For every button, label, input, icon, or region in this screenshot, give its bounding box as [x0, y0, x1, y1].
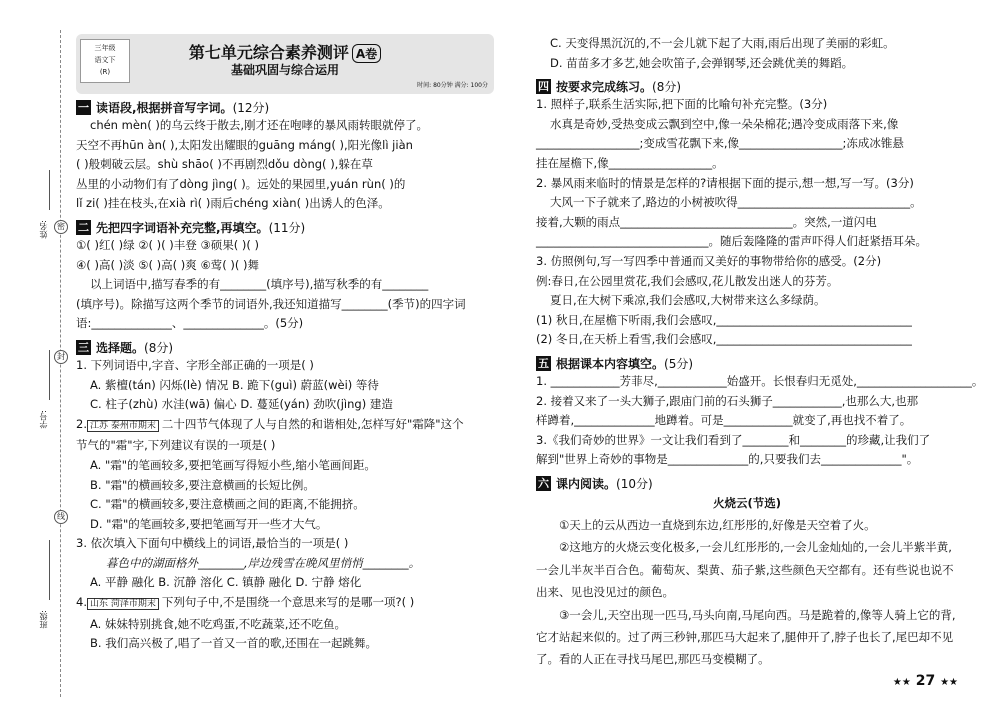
section-title: 课内阅读。	[556, 476, 617, 491]
id-blank[interactable]	[49, 350, 50, 400]
q-line[interactable]: 挂在屋檐下,像__________________。	[536, 155, 724, 170]
section-number: 一	[78, 101, 89, 114]
section-6-header	[536, 475, 958, 492]
q3-sentence: 暮色中的湖面格外________,岸边残雪在晚风里悄悄________。	[106, 555, 421, 570]
unit-title	[76, 40, 494, 63]
class-label: 班级:	[39, 610, 48, 629]
section-points: (12分)	[232, 101, 270, 115]
question-1[interactable]: 1. 下列词语中,字音、字形全部正确的一项是( )	[76, 357, 314, 372]
option-line[interactable]: C. 天变得黑沉沉的,不一会儿就下起了大雨,雨后出现了美丽的彩虹。	[550, 36, 895, 50]
name-blank[interactable]	[49, 170, 50, 210]
option-line[interactable]: B. 我们高兴极了,唱了一首又一首的歌,还围在一起跳舞。	[90, 636, 378, 651]
q-number: 2.	[76, 416, 87, 431]
option-line[interactable]: B. "霜"的横画较多,要注意横画的长短比例。	[90, 477, 315, 492]
question-3[interactable]: 3. 仿照例句,写一写四季中普通而又美好的事物带给你的感受。(2分)	[536, 253, 882, 268]
q-line[interactable]: 大风一下子就来了,路边的小树被吹得______________________________。	[550, 195, 922, 210]
answer-line[interactable]: (1) 秋日,在屋檐下听雨,我们会感叹,__________________________________	[536, 312, 912, 327]
page-number-text: 27	[915, 673, 936, 689]
section-2-header	[76, 219, 494, 236]
q-line[interactable]: ④( )高( )淡 ⑤( )高( )爽 ⑥莺( )( )舞	[76, 257, 260, 272]
question-3[interactable]: 3. 依次填入下面句中横线上的词语,最恰当的一项是( )	[76, 536, 349, 551]
q-line[interactable]: 语:______________、______________。(5分)	[76, 316, 304, 331]
option-line[interactable]: A. 妹妹特别挑食,她不吃鸡蛋,不吃蔬菜,还不吃鱼。	[90, 616, 346, 631]
q-line[interactable]: ①( )红( )绿 ②( )( )丰登 ③硕果( )( )	[76, 237, 260, 252]
q-text: 下列句子中,不是围绕一个意思来写的是哪一项?( )	[161, 595, 415, 610]
q-line[interactable]: ______________________________。随后轰隆隆的雷声吓得人们赶紧捂耳朵。	[536, 234, 927, 249]
q-line[interactable]: 接着,大颗的雨点______________________________。突然,一道闪电	[536, 214, 877, 229]
option-line[interactable]: A. 紫檀(tán) 闪烁(lè) 情况 B. 跪下(guì) 蔚蓝(wèi) 等待	[90, 377, 379, 392]
section-3-header	[76, 339, 494, 356]
id-label: 学号:	[39, 410, 48, 429]
passage-title: 火烧云(节选)	[712, 495, 781, 510]
seal-mark-2: 封	[54, 350, 68, 364]
left-content	[76, 34, 494, 654]
q-line[interactable]: 1. ____________芳菲尽,____________始盛开。长恨春归无觅处,____________________。	[536, 373, 984, 388]
section-points: (10分)	[616, 476, 653, 491]
q-line[interactable]: 丛里的小动物们有了dòng jìng( )。远处的果园里,yuán rùn( )的	[76, 176, 406, 191]
seal-mark-3: 线	[54, 510, 68, 524]
q-line[interactable]: 样蹲着,______________地蹲着。可是____________就变了,再也找不着了。	[536, 413, 912, 428]
star-icon: ★★	[892, 677, 911, 688]
section-title: 按要求完成练习。	[556, 80, 653, 95]
star-icon: ★★	[940, 677, 958, 688]
right-content	[536, 34, 984, 671]
q-line[interactable]: chén mèn( )的乌云终于散去,刚才还在咆哮的暴风雨转眼就停了。	[90, 118, 428, 132]
q-line[interactable]: 2. 接着又来了一头大狮子,跟庙门前的石头狮子____________,也那么大,也那	[536, 393, 919, 408]
subject-text: 语文下	[94, 56, 116, 64]
option-line[interactable]: D. "霜"的笔画较多,要把笔画写开一些才大气。	[90, 516, 328, 531]
name-label: 姓名:	[39, 220, 48, 239]
section-points: (5分)	[664, 356, 694, 371]
q-line[interactable]: __________________;变成雪花飘下来,像__________________;冻成冰锥悬	[536, 136, 904, 151]
binding-margin	[0, 30, 68, 697]
option-line[interactable]: A. 平静 融化 B. 沉静 溶化 C. 镇静 融化 D. 宁静 熔化	[90, 575, 362, 590]
q-line[interactable]: 节气的"霜"字,下列建议有误的一项是( )	[76, 438, 276, 453]
section-5-header	[536, 355, 958, 372]
question-2[interactable]: 2. 暴风雨来临时的情景是怎样的?请根据下面的提示,想一想,写一写。(3分)	[536, 175, 914, 190]
q-line[interactable]: 天空不再hūn àn( ),太阳发出耀眼的guāng máng( ),阳光像lì jiàn	[76, 137, 413, 152]
right-page	[500, 0, 1000, 707]
section-title: 根据课本内容填空。	[556, 356, 665, 371]
test-header	[76, 34, 494, 94]
section-number: 五	[538, 356, 549, 370]
q-number: 4.	[76, 595, 87, 610]
title-text: 第七单元综合素养测评	[188, 43, 349, 62]
subtitle: 基础巩固与综合运用	[230, 63, 339, 77]
section-points: (11分)	[268, 220, 306, 235]
question-4[interactable]	[76, 593, 494, 615]
section-title: 读语段,根据拼音写字词。	[96, 101, 233, 115]
source-tag: 山东 菏泽市期末	[87, 598, 159, 610]
section-points: (8分)	[144, 340, 174, 355]
seal-mark-1: 密	[54, 220, 68, 234]
section-title: 选择题。	[96, 340, 145, 355]
option-line[interactable]: D. 苗苗多才多艺,她会吹笛子,会弹钢琴,还会跳优美的舞蹈。	[550, 55, 854, 70]
example-line: 例:春日,在公园里赏花,我们会感叹,花儿散发出迷人的芬芳。	[536, 273, 839, 288]
option-line[interactable]: C. 柱子(zhù) 水洼(wā) 偏心 D. 蔓延(yán) 劲吹(jìng) 建造	[90, 397, 393, 412]
q-line[interactable]: 解到"世界上奇妙的事物是______________的,只要我们去______________"。	[536, 452, 919, 467]
q-line[interactable]: lǐ zi( )挂在枝头,在xià rì( )雨后chéng xiàn( )出诱人的色泽。	[76, 196, 390, 211]
grade-text: 三年级	[94, 44, 116, 52]
passage-paragraph: ③一会儿,天空出现一匹马,马头向南,马尾向西。马是跪着的,像等人骑上它的背,它才站起来似的。过了两三秒钟,那匹马大起来了,腿伸开了,脖子也长了,尾巴却不见了。看的人正在寻找马尾巴,那匹马变模糊了。	[536, 607, 956, 667]
section-4-header	[536, 78, 958, 95]
section-points: (8分)	[652, 80, 682, 95]
question-2[interactable]	[76, 415, 494, 437]
q-text: 二十四节气体现了人与自然的和谐相处,怎样写好"霜降"这个	[161, 416, 464, 431]
section-number: 二	[78, 220, 89, 234]
source-tag: 江苏 泰州市期末	[87, 420, 159, 432]
section-title: 先把四字词语补充完整,再填空。	[96, 220, 269, 235]
example-line: 夏日,在大树下乘凉,我们会感叹,大树带来这么多绿荫。	[550, 293, 826, 308]
passage-paragraph: ①天上的云从西边一直烧到东边,红彤彤的,好像是天空着了火。	[559, 517, 876, 532]
version-badge: A卷	[352, 44, 381, 63]
section-number: 三	[78, 340, 89, 354]
q-line[interactable]: 3.《我们奇妙的世界》一文让我们看到了________和________的珍藏,让我们了	[536, 432, 931, 447]
answer-line[interactable]: (2) 冬日,在天桥上看雪,我们会感叹,__________________________________	[536, 332, 912, 347]
passage-paragraph: ②这地方的火烧云变化极多,一会儿红彤彤的,一会儿金灿灿的,一会儿半紫半黄,一会儿半灰半百合色。葡萄灰、梨黄、茄子紫,这些颜色天空都有。还有些说也说不出来、见也没见过的颜色。	[536, 540, 954, 600]
edition-text: (R)	[99, 68, 111, 76]
option-line[interactable]: A. "霜"的笔画较多,要把笔画写得短小些,缩小笔画间距。	[90, 457, 376, 472]
page-number	[893, 673, 958, 689]
q-line[interactable]: 水真是奇妙,受热变成云飘到空中,像一朵朵棉花;遇冷变成雨落下来,像	[550, 116, 899, 131]
class-blank[interactable]	[49, 540, 50, 600]
question-1[interactable]: 1. 照样子,联系生活实际,把下面的比喻句补充完整。(3分)	[536, 97, 828, 112]
time-info: 时间: 80分钟 满分: 100分	[417, 82, 488, 89]
q-line[interactable]: 以上词语中,描写春季的有________(填序号),描写秋季的有________	[90, 277, 429, 292]
section-number: 四	[538, 80, 549, 94]
q-line[interactable]: ( )般刺破云层。shù shāo( )不再剧烈dǒu dòng( ),躲在草	[76, 157, 373, 172]
section-number: 六	[538, 476, 549, 490]
q-line[interactable]: (填序号)。除描写这两个季节的词语外,我还知道描写________(季节)的四字词	[76, 296, 466, 311]
option-line[interactable]: C. "霜"的横画较多,要注意横画之间的距离,不能拥挤。	[90, 497, 365, 512]
section-1-header	[76, 99, 494, 116]
